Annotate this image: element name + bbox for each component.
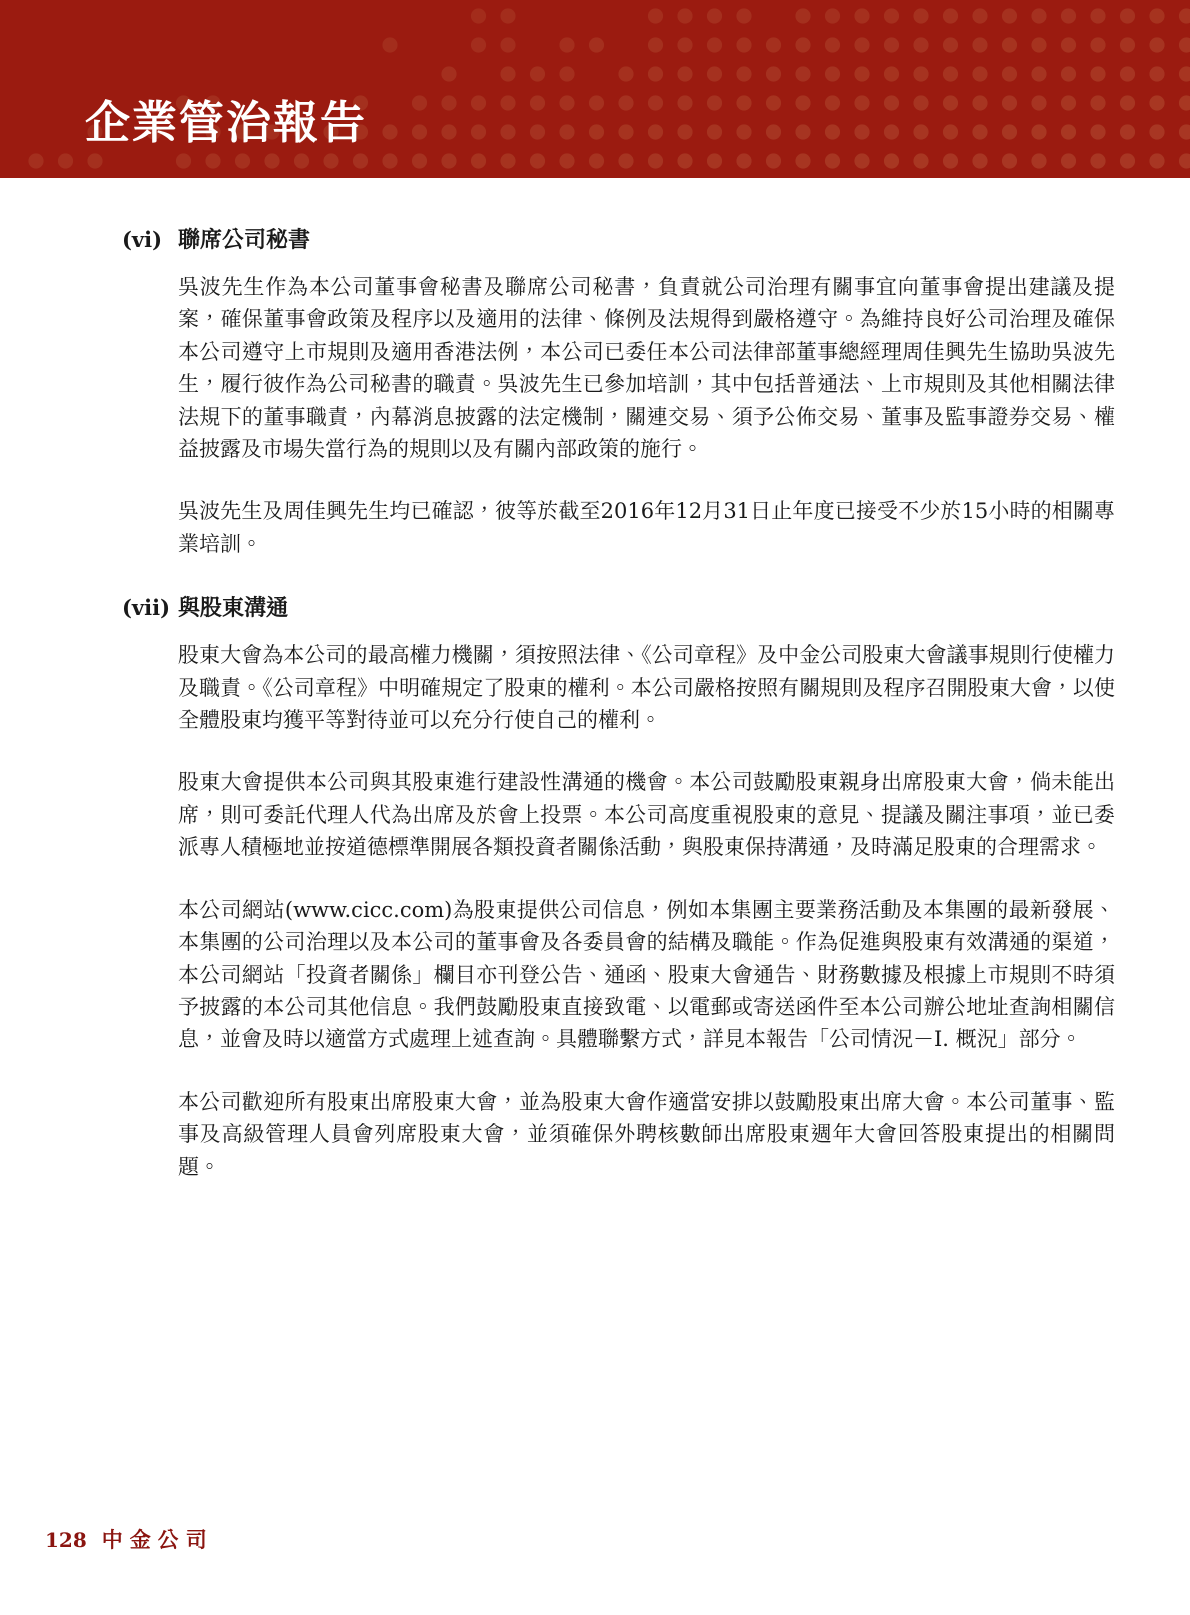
paragraph: 股東大會提供本公司與其股東進行建設性溝通的機會。本公司鼓勵股東親身出席股東大會，倘未能出席，則可委託代理人代為出席及於會上投票。本公司高度重視股東的意見、提議及關注事項，並已委派專人積極地並按道德標準開展各類投資者關係活動，與股東保持溝通，及時滿足股東的合理需求。 bbox=[178, 770, 1115, 860]
banner-dot-pattern bbox=[0, 0, 1190, 178]
page-number: 128 bbox=[45, 1528, 87, 1552]
paragraph: 股東大會為本公司的最高權力機關，須按照法律、《公司章程》及中金公司股東大會議事規則行使權力及職責。《公司章程》中明確規定了股東的權利。本公司嚴格按照有關規則及程序召開股東大會，以使全體股東均獲平等對待並可以充分行使自己的權利。 bbox=[178, 643, 1115, 733]
page-banner bbox=[0, 0, 1190, 178]
paragraph: 吳波先生及周佳興先生均已確認，彼等於截至2016年12月31日止年度已接受不少於15小時的相關專業培訓。 bbox=[178, 499, 1115, 556]
section-vii-heading bbox=[122, 594, 1190, 624]
company-name: 中金公司 bbox=[101, 1527, 214, 1552]
section-label: (vii) bbox=[122, 595, 171, 621]
section-label: (vi) bbox=[122, 227, 163, 252]
section-title: 聯席公司秘書 bbox=[178, 227, 311, 253]
page-footer bbox=[45, 1524, 214, 1554]
section-vi bbox=[0, 226, 1190, 560]
paragraph: 本公司網站(www.cicc.com)為股東提供公司信息，例如本集團主要業務活動及本集團的最新發展、本集團的公司治理以及本公司的董事會及各委員會的結構及職能。作為促進與股東有效溝通的渠道，本公司網站「投資者關係」欄目亦刊登公告、通函、股東大會通告、財務數據及根據上市規則不時須予披露的本公司其他信息。我們鼓勵股東直接致電、以電郵或寄送函件至本公司辦公地址查詢相關信息，並會及時以適當方式處理上述查詢。具體聯繫方式，詳見本報告「公司情況－I. 概況」部分。 bbox=[178, 897, 1115, 1052]
section-vi-heading bbox=[122, 226, 1190, 256]
page-title: 企業管治報告 bbox=[85, 96, 368, 149]
paragraph: 吳波先生作為本公司董事會秘書及聯席公司秘書，負責就公司治理有關事宜向董事會提出建議及提案，確保董事會政策及程序以及適用的法律、條例及法規得到嚴格遵守。為維持良好公司治理及確保本公司遵守上市規則及適用香港法例，本公司已委任本公司法律部董事總經理周佳興先生協助吳波先生，履行彼作為公司秘書的職責。吳波先生已參加培訓，其中包括普通法、上市規則及其他相關法律法規下的董事職責，內幕消息披露的法定機制，關連交易、須予公佈交易、董事及監事證券交易、權益披露及市場失當行為的規則以及有關內部政策的施行。 bbox=[178, 275, 1115, 462]
page-content bbox=[0, 178, 1190, 1183]
section-vii bbox=[0, 594, 1190, 1183]
paragraph: 本公司歡迎所有股東出席股東大會，並為股東大會作適當安排以鼓勵股東出席大會。本公司董事、監事及高級管理人員會列席股東大會，並須確保外聘核數師出席股東週年大會回答股東提出的相關問題。 bbox=[178, 1089, 1115, 1179]
section-title: 與股東溝通 bbox=[178, 595, 289, 622]
